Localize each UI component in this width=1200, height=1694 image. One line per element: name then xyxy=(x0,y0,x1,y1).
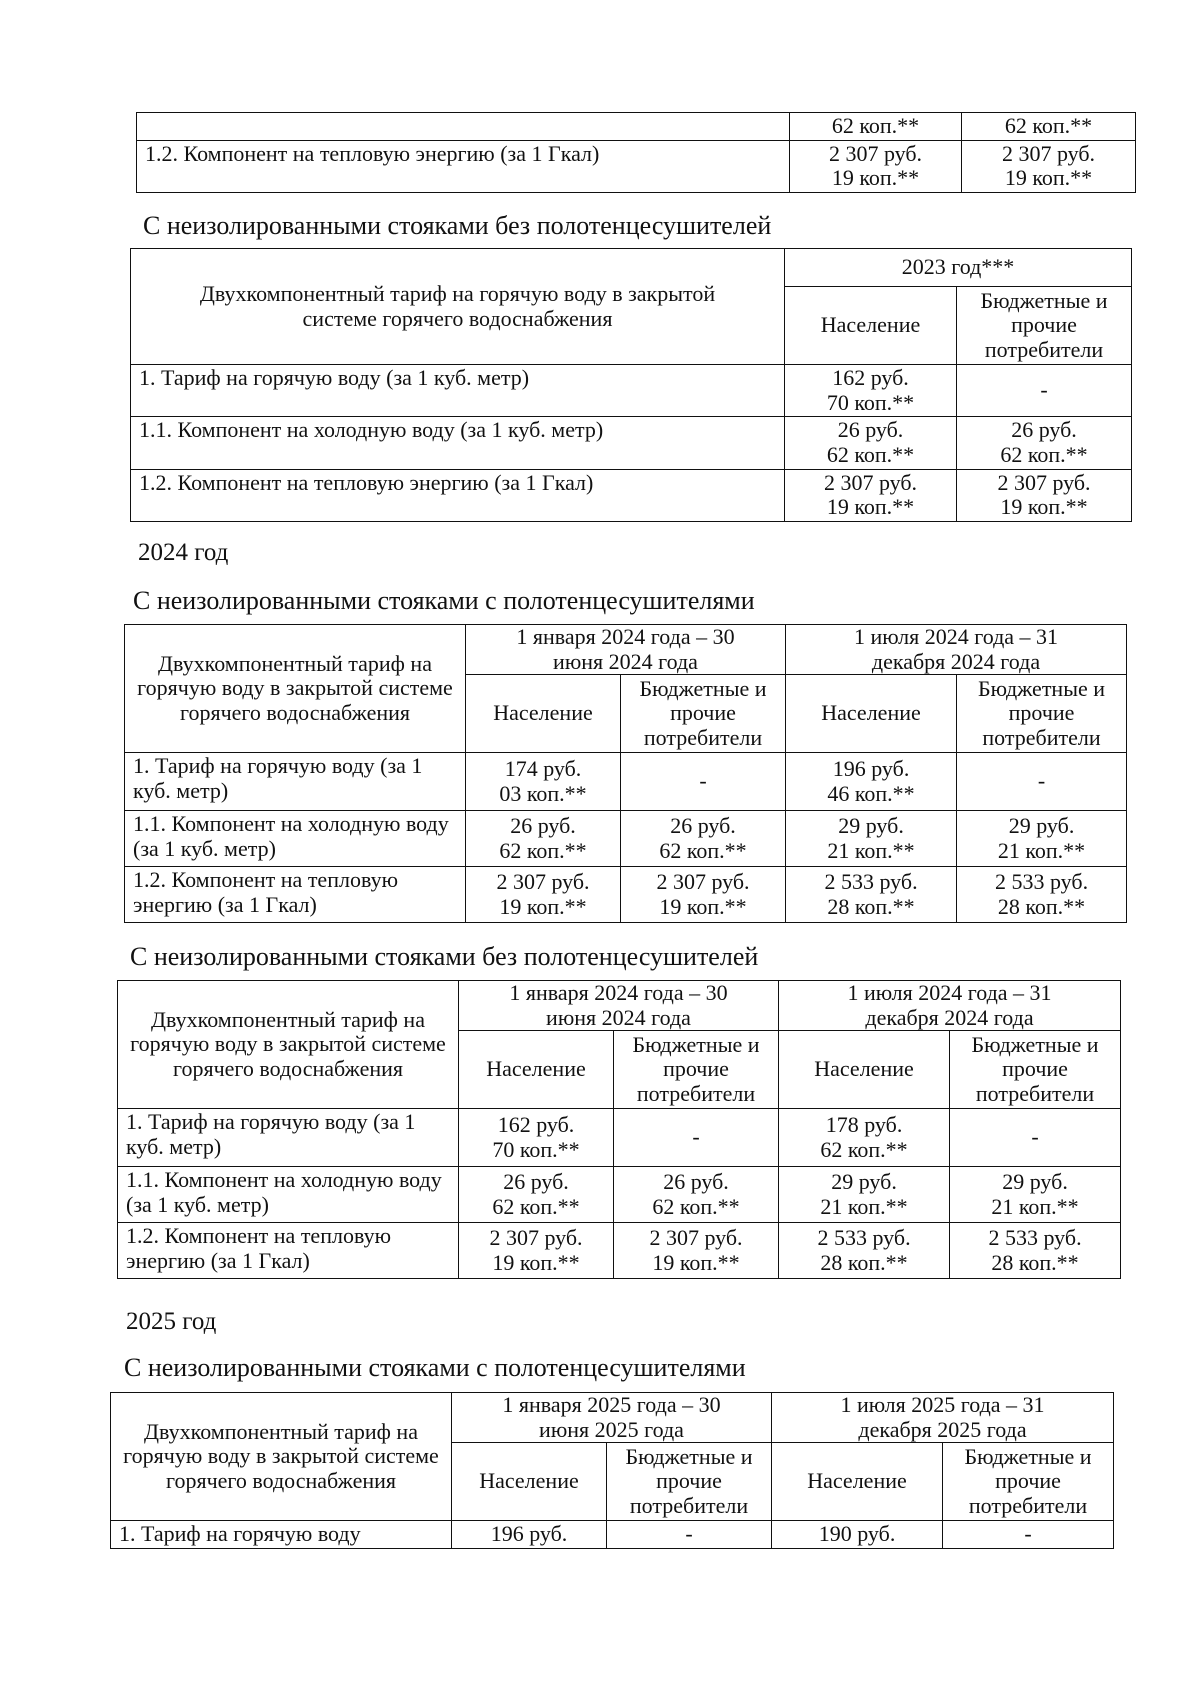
row-label: 1. Тариф на горячую воду (за 1 куб. метр) xyxy=(118,1109,459,1167)
period-header: 2023 год*** xyxy=(785,249,1132,287)
value-cell: 29 руб. 21 коп.** xyxy=(786,811,957,867)
column-header-other: Бюджетные и прочие потребители xyxy=(957,675,1127,753)
value-cell: 2 533 руб. 28 коп.** xyxy=(950,1223,1121,1279)
header-label: Двухкомпонентный тариф на горячую воду в закрытой системе горячего водоснабжения xyxy=(131,249,785,365)
value-cell: - xyxy=(957,753,1127,811)
value-cell: 190 руб. xyxy=(772,1521,943,1549)
value-cell: 29 руб. 21 коп.** xyxy=(957,811,1127,867)
value-cell: 29 руб. 21 коп.** xyxy=(950,1167,1121,1223)
value-cell: - xyxy=(950,1109,1121,1167)
value-cell: 196 руб. 46 коп.** xyxy=(786,753,957,811)
column-header-population: Население xyxy=(452,1443,607,1521)
header-label: Двухкомпонентный тариф на горячую воду в закрытой системе горячего водоснабжения xyxy=(125,625,466,753)
tariff-table-2024-no-dryers xyxy=(117,980,1121,1279)
header-label: Двухкомпонентный тариф на горячую воду в закрытой системе горячего водоснабжения xyxy=(118,981,459,1109)
top-continuation-table xyxy=(136,112,1136,193)
value-cell: 62 коп.** xyxy=(962,113,1136,141)
value-cell: 26 руб. 62 коп.** xyxy=(785,417,957,469)
header-label: Двухкомпонентный тариф на горячую воду в закрытой системе горячего водоснабжения xyxy=(111,1393,452,1521)
table-row xyxy=(111,1521,1114,1549)
table-row xyxy=(137,140,1136,192)
value-cell: 196 руб. xyxy=(452,1521,607,1549)
column-header-other: Бюджетные и прочие потребители xyxy=(950,1031,1121,1109)
value-cell: 2 307 руб. 19 коп.** xyxy=(957,469,1132,521)
table-row xyxy=(125,811,1127,867)
value-cell: 29 руб. 21 коп.** xyxy=(779,1167,950,1223)
table-row xyxy=(131,417,1132,469)
value-cell: 26 руб. 62 коп.** xyxy=(614,1167,779,1223)
row-label: 1.1. Компонент на холодную воду (за 1 куб. метр) xyxy=(131,417,785,469)
period-header: 1 января 2024 года – 30 июня 2024 года xyxy=(466,625,786,675)
value-cell: - xyxy=(621,753,786,811)
section-heading: С неизолированными стояками без полотенцесушителей xyxy=(130,942,759,971)
row-label: 1.1. Компонент на холодную воду (за 1 куб. метр) xyxy=(125,811,466,867)
value-cell: 2 533 руб. 28 коп.** xyxy=(957,867,1127,923)
year-heading-2024: 2024 год xyxy=(138,539,229,566)
table-row xyxy=(125,867,1127,923)
table-row xyxy=(118,1223,1121,1279)
value-cell: 2 307 руб. 19 коп.** xyxy=(614,1223,779,1279)
column-header-other: Бюджетные и прочие потребители xyxy=(957,287,1132,365)
value-cell: 2 533 руб. 28 коп.** xyxy=(779,1223,950,1279)
column-header-other: Бюджетные и прочие потребители xyxy=(614,1031,779,1109)
tariff-table-2025-with-dryers xyxy=(110,1392,1114,1549)
value-cell: 162 руб. 70 коп.** xyxy=(785,365,957,417)
value-cell: 26 руб. 62 коп.** xyxy=(957,417,1132,469)
tariff-table-2024-with-dryers xyxy=(124,624,1127,923)
row-label: 1.2. Компонент на тепловую энергию (за 1 Гкал) xyxy=(137,140,790,192)
column-header-population: Население xyxy=(459,1031,614,1109)
value-cell: 174 руб. 03 коп.** xyxy=(466,753,621,811)
row-label: 1.2. Компонент на тепловую энергию (за 1 Гкал) xyxy=(118,1223,459,1279)
value-cell: 178 руб. 62 коп.** xyxy=(779,1109,950,1167)
column-header-population: Население xyxy=(785,287,957,365)
column-header-population: Население xyxy=(466,675,621,753)
value-cell: 2 307 руб. 19 коп.** xyxy=(790,140,962,192)
table-row xyxy=(118,1109,1121,1167)
year-heading-2025: 2025 год xyxy=(126,1308,217,1335)
column-header-other: Бюджетные и прочие потребители xyxy=(607,1443,772,1521)
value-cell: 2 307 руб. 19 коп.** xyxy=(621,867,786,923)
row-label: 1.2. Компонент на тепловую энергию (за 1 Гкал) xyxy=(125,867,466,923)
value-cell: - xyxy=(614,1109,779,1167)
period-header: 1 июля 2024 года – 31 декабря 2024 года xyxy=(786,625,1127,675)
period-header: 1 июля 2024 года – 31 декабря 2024 года xyxy=(779,981,1121,1031)
table-row xyxy=(131,365,1132,417)
period-header: 1 июля 2025 года – 31 декабря 2025 года xyxy=(772,1393,1114,1443)
column-header-other: Бюджетные и прочие потребители xyxy=(943,1443,1114,1521)
value-cell: 2 307 руб. 19 коп.** xyxy=(962,140,1136,192)
value-cell: - xyxy=(957,365,1132,417)
section-heading: С неизолированными стояками с полотенцесушителями xyxy=(133,586,755,615)
column-header-population: Население xyxy=(786,675,957,753)
column-header-population: Население xyxy=(772,1443,943,1521)
value-cell: - xyxy=(943,1521,1114,1549)
value-cell: 26 руб. 62 коп.** xyxy=(459,1167,614,1223)
table-row xyxy=(137,113,1136,141)
value-cell: - xyxy=(607,1521,772,1549)
row-label: 1.2. Компонент на тепловую энергию (за 1 Гкал) xyxy=(131,469,785,521)
column-header-population: Население xyxy=(779,1031,950,1109)
value-cell: 2 307 руб. 19 коп.** xyxy=(466,867,621,923)
table-row xyxy=(125,753,1127,811)
period-header: 1 января 2024 года – 30 июня 2024 года xyxy=(459,981,779,1031)
row-label: 1. Тариф на горячую воду (за 1 куб. метр) xyxy=(131,365,785,417)
value-cell: 2 307 руб. 19 коп.** xyxy=(459,1223,614,1279)
value-cell: 26 руб. 62 коп.** xyxy=(466,811,621,867)
tariff-table-2023-no-dryers xyxy=(130,248,1132,522)
row-label: 1. Тариф на горячую воду xyxy=(111,1521,452,1549)
value-cell: 2 533 руб. 28 коп.** xyxy=(786,867,957,923)
row-label: 1.1. Компонент на холодную воду (за 1 куб. метр) xyxy=(118,1167,459,1223)
table-row xyxy=(118,1167,1121,1223)
section-heading: С неизолированными стояками без полотенцесушителей xyxy=(143,211,772,240)
row-label: 1. Тариф на горячую воду (за 1 куб. метр) xyxy=(125,753,466,811)
value-cell: 162 руб. 70 коп.** xyxy=(459,1109,614,1167)
value-cell: 62 коп.** xyxy=(790,113,962,141)
value-cell: 2 307 руб. 19 коп.** xyxy=(785,469,957,521)
row-label xyxy=(137,113,790,141)
table-row xyxy=(131,469,1132,521)
value-cell: 26 руб. 62 коп.** xyxy=(621,811,786,867)
section-heading: С неизолированными стояками с полотенцесушителями xyxy=(124,1353,746,1382)
column-header-other: Бюджетные и прочие потребители xyxy=(621,675,786,753)
period-header: 1 января 2025 года – 30 июня 2025 года xyxy=(452,1393,772,1443)
